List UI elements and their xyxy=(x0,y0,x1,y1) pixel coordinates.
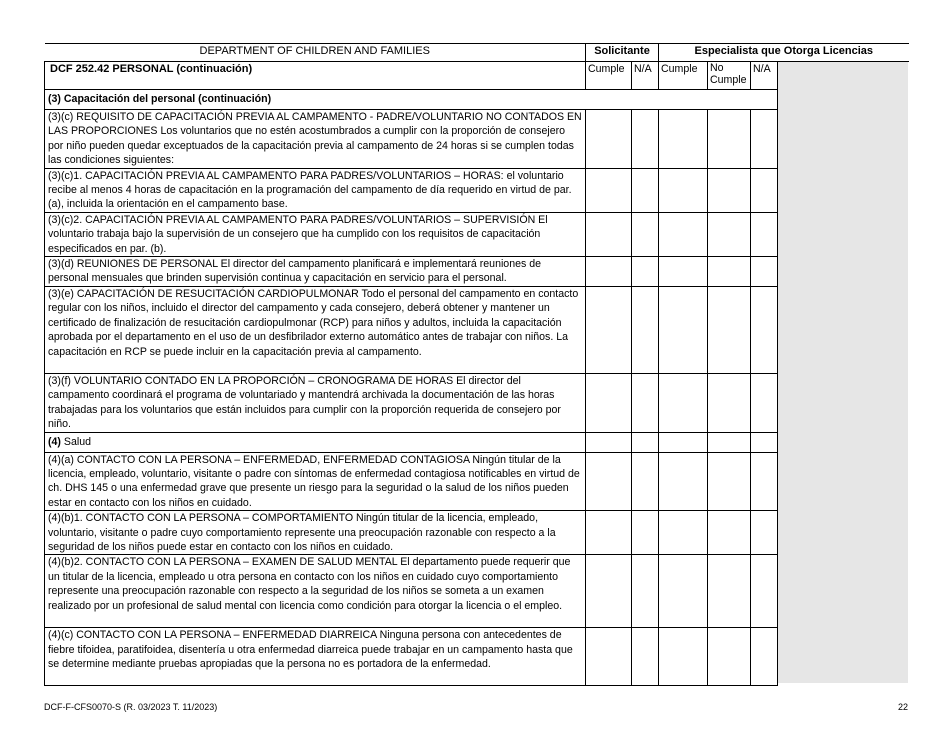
applicant-cumple-header: Cumple xyxy=(586,62,632,90)
applicant-na-checkbox[interactable] xyxy=(632,212,659,256)
specialist-no-cumple-header: No Cumple xyxy=(708,62,751,90)
applicant-na-header: N/A xyxy=(632,62,659,90)
specialist-na-checkbox[interactable] xyxy=(751,452,778,511)
specialist-na-checkbox[interactable] xyxy=(751,511,778,555)
requirement-text: (4)(a) CONTACTO CON LA PERSONA – ENFERMEDAD, ENFERMEDAD CONTAGIOSA Ningún titular de la licencia, empleado, voluntario, visitante o padre con síntomas de enfermedad contagiosa notificables en virtud de ch. DHS 145 o una enfermedad grave que presente un riesgo para la seguridad o la salud de los niños pueden estar en contacto con los niños en cuidado. xyxy=(45,452,586,511)
section-3-heading: (3) Capacitación del personal (continuación) xyxy=(45,90,778,110)
specialist-cumple-checkbox[interactable] xyxy=(659,373,708,432)
applicant-cumple-checkbox[interactable] xyxy=(586,555,632,628)
applicant-cumple-checkbox[interactable] xyxy=(586,168,632,212)
applicant-cumple-checkbox[interactable] xyxy=(586,110,632,169)
applicant-na-checkbox[interactable] xyxy=(632,110,659,169)
specialist-cumple-checkbox[interactable] xyxy=(659,286,708,373)
requirement-text: (3)(e) CAPACITACIÓN DE RESUCITACIÓN CARDIOPULMONAR Todo el personal del campamento en contacto regular con los niños, incluido el director del campamento y cada consejero, deberá obtener y mantener un certificado de finalización de resucitación cardiopulmonar (RCP) para niños y adultos, incluida la capacitación aprobada por el departamento en el uso de un desfibrilador externo automático antes de trabajar con niños. La capacitación en RCP se puede incluir en la capacitación previa al campamento. xyxy=(45,286,586,373)
specialist-no-cumple-checkbox[interactable] xyxy=(708,286,751,373)
section-title: DCF 252.42 PERSONAL (continuación) xyxy=(45,62,586,90)
applicant-header: Solicitante xyxy=(586,44,659,62)
specialist-na-checkbox[interactable] xyxy=(751,257,778,287)
specialist-no-cumple-checkbox[interactable] xyxy=(708,555,751,628)
department-name: DEPARTMENT OF CHILDREN AND FAMILIES xyxy=(45,44,586,62)
applicant-na-checkbox[interactable] xyxy=(632,452,659,511)
specialist-cumple-checkbox[interactable] xyxy=(659,555,708,628)
applicant-na-checkbox[interactable] xyxy=(632,286,659,373)
specialist-cumple-checkbox[interactable] xyxy=(659,110,708,169)
requirement-text: (3)(c) REQUISITO DE CAPACITACIÓN PREVIA AL CAMPAMENTO - PADRE/VOLUNTARIO NO CONTADOS EN LAS PROPORCIONES Los voluntarios que no estén acostumbrados a cumplir con la proporción de consejero por niño pueden quedar exceptuados de la capacitación previa al campamento de 24 horas si se cumplen todas las condiciones siguientes: xyxy=(45,110,586,169)
specialist-na-checkbox[interactable] xyxy=(751,110,778,169)
applicant-cumple-checkbox[interactable] xyxy=(586,452,632,511)
applicant-cumple-checkbox[interactable] xyxy=(586,286,632,373)
specialist-no-cumple-checkbox[interactable] xyxy=(708,511,751,555)
form-id: DCF-F-CFS0070-S (R. 03/2023 T. 11/2023) xyxy=(44,702,218,712)
specialist-no-cumple-checkbox[interactable] xyxy=(708,628,751,686)
specialist-cumple-checkbox[interactable] xyxy=(659,452,708,511)
subheader-row xyxy=(45,62,909,90)
specialist-cumple-checkbox[interactable] xyxy=(659,212,708,256)
specialist-na-checkbox[interactable] xyxy=(751,168,778,212)
specialist-na-checkbox[interactable] xyxy=(751,286,778,373)
header-row xyxy=(45,44,909,62)
specialist-header: Especialista que Otorga Licencias xyxy=(659,44,909,62)
specialist-no-cumple-checkbox[interactable] xyxy=(708,452,751,511)
specialist-na-checkbox[interactable] xyxy=(751,373,778,432)
applicant-cumple-checkbox[interactable] xyxy=(586,212,632,256)
specialist-cumple-header: Cumple xyxy=(659,62,708,90)
requirement-text: (4)(c) CONTACTO CON LA PERSONA – ENFERMEDAD DIARREICA Ninguna persona con antecedentes de fiebre tifoidea, paratifoidea, disentería u otra enfermedad diarreica puede trabajar en un campamento hasta que se determine mediante pruebas apropiadas que la persona no es portadora de la enfermedad. xyxy=(45,628,586,686)
applicant-cumple-checkbox[interactable] xyxy=(586,373,632,432)
specialist-na-checkbox[interactable] xyxy=(751,628,778,686)
applicant-na-checkbox[interactable] xyxy=(632,168,659,212)
requirement-text: (3)(c)2. CAPACITACIÓN PREVIA AL CAMPAMENTO PARA PADRES/VOLUNTARIOS – SUPERVISIÓN El voluntario trabaja bajo la supervisión de un consejero que ha cumplido con los requisitos de capacitación especificados en par. (b). xyxy=(45,212,586,256)
specialist-no-cumple-checkbox[interactable] xyxy=(708,212,751,256)
applicant-na-checkbox[interactable] xyxy=(632,511,659,555)
section-4-heading: (4) Salud xyxy=(45,432,586,452)
specialist-na-header: N/A xyxy=(751,62,778,90)
checklist-table xyxy=(44,43,909,686)
specialist-cumple-checkbox[interactable] xyxy=(659,511,708,555)
requirement-text: (3)(c)1. CAPACITACIÓN PREVIA AL CAMPAMENTO PARA PADRES/VOLUNTARIOS – HORAS: el voluntario recibe al menos 4 horas de capacitación en la programación del campamento de día requerido en virtud de par. (a), incluida la orientación en el campamento base. xyxy=(45,168,586,212)
specialist-no-cumple-checkbox[interactable] xyxy=(708,373,751,432)
specialist-cumple-checkbox[interactable] xyxy=(659,257,708,287)
specialist-no-cumple-checkbox[interactable] xyxy=(708,168,751,212)
applicant-na-checkbox[interactable] xyxy=(632,257,659,287)
applicant-cumple-checkbox[interactable] xyxy=(586,511,632,555)
specialist-na-checkbox[interactable] xyxy=(751,555,778,628)
applicant-na-checkbox[interactable] xyxy=(632,628,659,686)
specialist-na-checkbox[interactable] xyxy=(751,212,778,256)
applicant-cumple-checkbox[interactable] xyxy=(586,628,632,686)
applicant-na-checkbox[interactable] xyxy=(632,555,659,628)
specialist-cumple-checkbox[interactable] xyxy=(659,628,708,686)
specialist-no-cumple-checkbox[interactable] xyxy=(708,110,751,169)
requirement-text: (4)(b)1. CONTACTO CON LA PERSONA – COMPORTAMIENTO Ningún titular de la licencia, empleado, voluntario, visitante o padre cuyo comportamiento represente una preocupación razonable con respecto a la seguridad de los niños puede estar en contacto con los niños en cuidado. xyxy=(45,511,586,555)
specialist-no-cumple-checkbox[interactable] xyxy=(708,257,751,287)
specialist-cumple-checkbox[interactable] xyxy=(659,168,708,212)
requirement-text: (3)(f) VOLUNTARIO CONTADO EN LA PROPORCIÓN – CRONOGRAMA DE HORAS El director del campamento coordinará el programa de voluntariado y mantendrá archivada la documentación de las horas trabajadas para los voluntarios que están incluidos para cumplir con la proporción requerida de consejero por niño. xyxy=(45,373,586,432)
requirement-text: (4)(b)2. CONTACTO CON LA PERSONA – EXAMEN DE SALUD MENTAL El departamento puede requerir que un titular de la licencia, empleado u otra persona en contacto con los niños en cuidado cuyo comportamiento represente una preocupación razonable con respecto a la seguridad de los niños se someta a un examen realizado por un profesional de salud mental con licencia como condición para otorgar la licencia o el empleo. xyxy=(45,555,586,628)
requirement-text: (3)(d) REUNIONES DE PERSONAL El director del campamento planificará e implementará reuniones de personal mensuales que brinden supervisión continua y capacitación en servicio para el personal. xyxy=(45,257,586,287)
applicant-na-checkbox[interactable] xyxy=(632,373,659,432)
page-number: 22 xyxy=(897,702,908,712)
applicant-cumple-checkbox[interactable] xyxy=(586,257,632,287)
